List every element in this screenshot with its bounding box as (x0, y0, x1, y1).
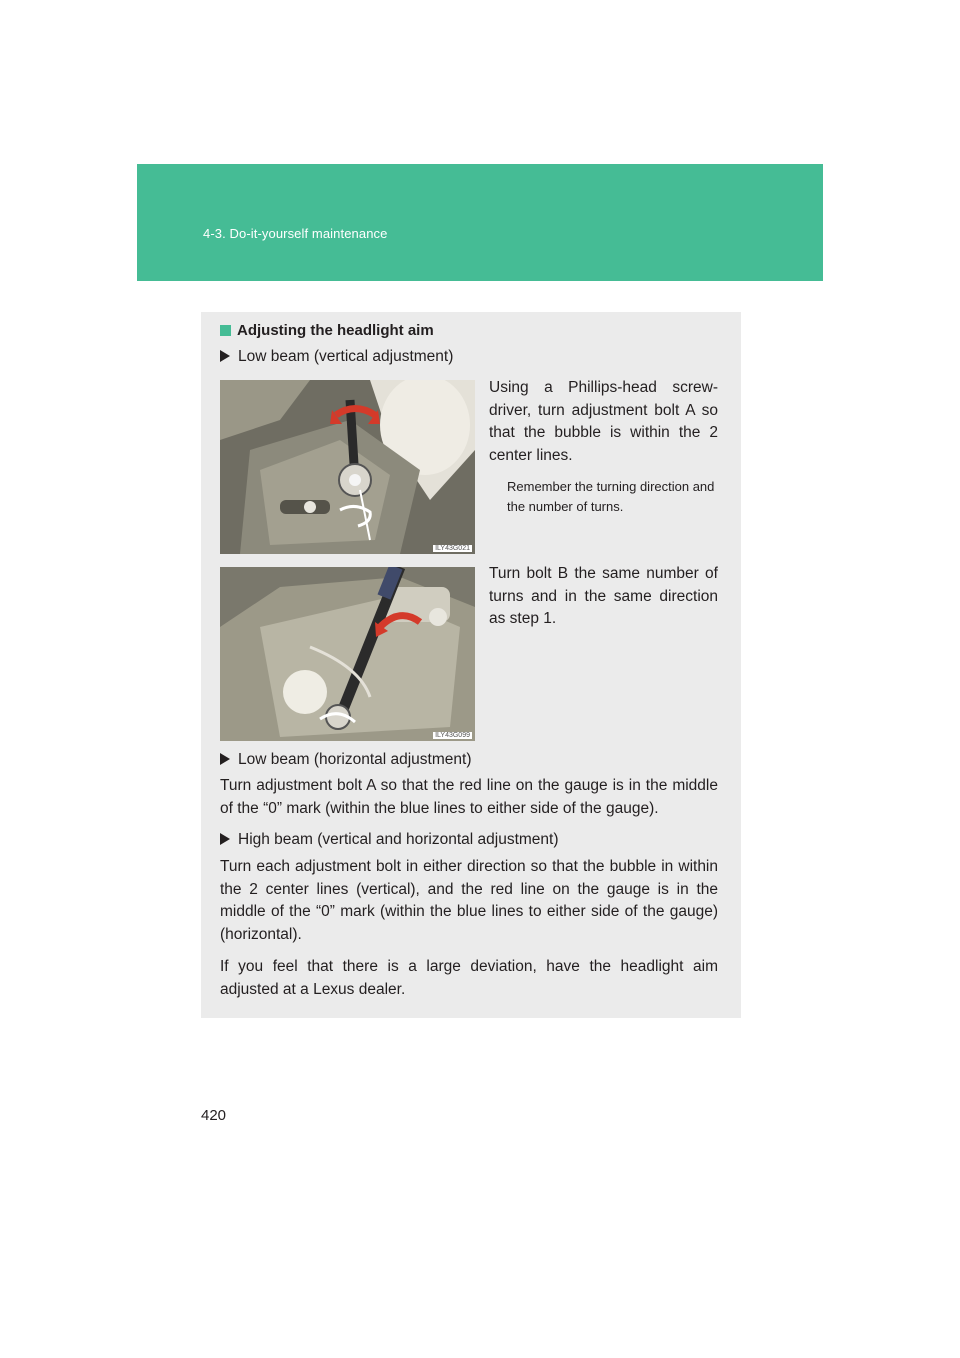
triangle-bullet-icon (220, 833, 230, 845)
low-beam-horizontal-text: Turn adjustment bolt A so that the red line on the gauge is in the middle of the “0” mark (within the blue lines to either side of the gauge). (220, 777, 718, 817)
heading-square-icon (220, 325, 231, 336)
page-number: 420 (201, 1107, 227, 1124)
subheading-label: High beam (vertical and horizontal adjustment) (238, 831, 559, 848)
triangle-bullet-icon (220, 753, 230, 765)
section-title: 4-3. Do-it-yourself maintenance (203, 226, 388, 241)
figure-id: ILY43G099 (435, 732, 470, 739)
header-band (137, 164, 823, 281)
headlight-bolt-a-illustration (220, 380, 475, 554)
subheading-label: Low beam (horizontal adjustment) (238, 751, 472, 768)
figure-adjust-bolt-a (220, 380, 475, 554)
step1-note: Remember the turning direction and the number of turns. (507, 479, 715, 514)
step1-text: Using a Phillips-head screw-driver, turn adjustment bolt A so that the bubble is within the 2 center lines. (489, 379, 718, 464)
subheading-label: Low beam (vertical adjustment) (238, 348, 454, 365)
step2-text: Turn bolt B the same number of turns and in the same direction as step 1. (489, 565, 718, 627)
deviation-text: If you feel that there is a large deviation, have the headlight aim adjusted at a Lexus dealer. (220, 958, 718, 998)
high-beam-text: Turn each adjustment bolt in either direction so that the bubble in within the 2 center lines (vertical), and the red line on the gauge is in the middle of the “0” mark (within the blue lines to either side of the gauge) (horizontal). (220, 858, 718, 943)
section-heading (220, 322, 434, 339)
subheading-low-beam-horizontal (220, 751, 471, 769)
headlight-bolt-b-illustration (220, 567, 475, 741)
heading-text: Adjusting the headlight aim (237, 322, 434, 339)
figure-adjust-bolt-b (220, 567, 475, 741)
subheading-high-beam (220, 831, 559, 849)
subheading-low-beam-vertical (220, 348, 453, 366)
figure-id: ILY43G021 (435, 545, 470, 552)
triangle-bullet-icon (220, 350, 230, 362)
